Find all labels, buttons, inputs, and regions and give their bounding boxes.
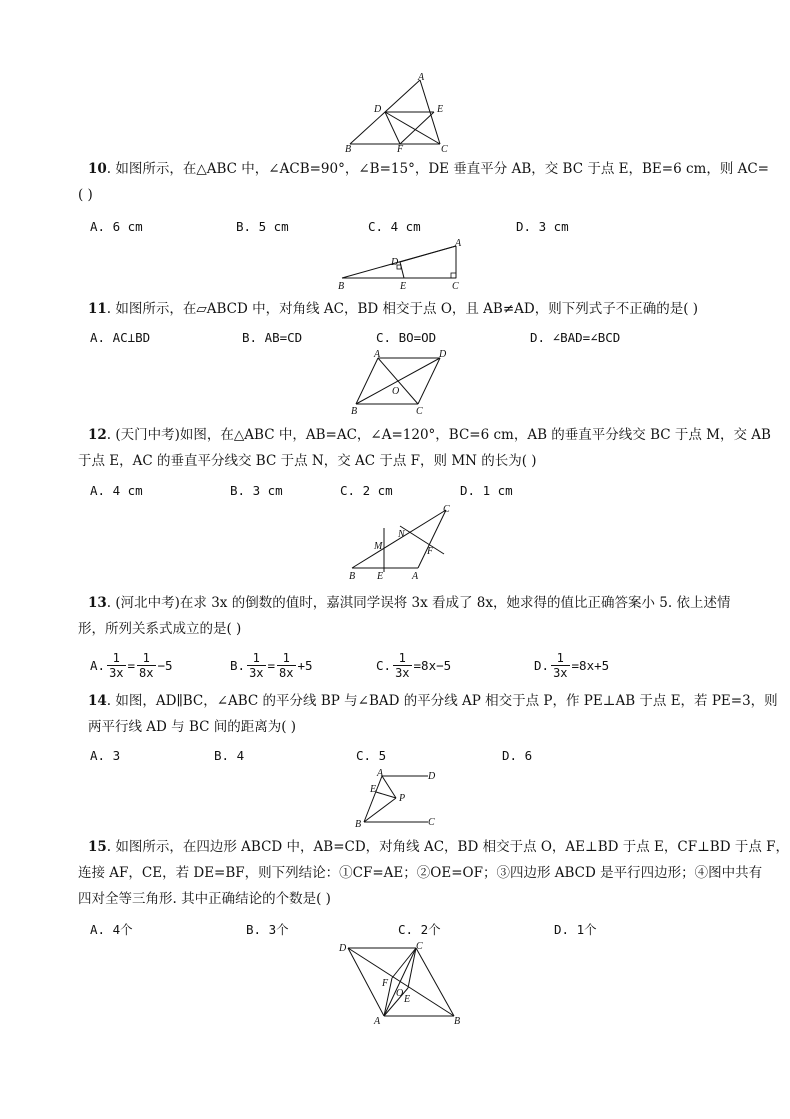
figure-q15-quadrilateral — [330, 940, 470, 1026]
option-a: A. 3 — [90, 748, 121, 763]
option-b: B. $\frac{1}{3x}$ = $\frac{1}{8x}$ +5 — [230, 651, 313, 680]
fig3-label-o: O — [392, 386, 400, 397]
option-d: D. ∠BAD=∠BCD — [530, 330, 621, 345]
question-number: 12 — [88, 427, 107, 443]
fig4-label-n: N — [398, 529, 405, 540]
fig4-label-a: A — [412, 571, 419, 582]
question-text: 两平行线 AD 与 BC 间的距离为( ) — [88, 719, 297, 735]
question-13-line2 — [78, 616, 241, 642]
question-13 — [88, 590, 730, 616]
question-10 — [88, 156, 769, 182]
option-b: B. AB=CD — [242, 330, 303, 345]
fig6-label-f: F — [382, 978, 389, 989]
option-c: C. 5 — [356, 748, 387, 763]
fig1-label-c: C — [441, 144, 448, 154]
option-b: B. 3个 — [246, 922, 289, 937]
question-number: 14 — [88, 693, 107, 709]
question-text: 连接 AF，CE，若 DE=BF，则下列结论：①CF=AE；②OE=OF；③四边形 ABCD 是平行四边形；④图中共有 — [78, 865, 763, 881]
fig3-label-d: D — [439, 349, 447, 360]
question-number: 10 — [88, 161, 107, 177]
question-text: 于点 E，AC 的垂直平分线交 BC 于点 N，交 AC 于点 F，则 MN 的长为( ) — [78, 453, 537, 469]
fraction: $\frac{1}{3x}$ — [553, 651, 568, 680]
option-d: D. 3 cm — [516, 219, 569, 234]
question-text: 形，所列关系式成立的是( ) — [78, 621, 242, 637]
option-letter: C. — [376, 658, 392, 673]
option-letter: B. — [230, 658, 246, 673]
question-12-line2 — [78, 448, 537, 474]
fig5-label-p: P — [399, 793, 406, 804]
fig4-label-b: B — [349, 571, 356, 582]
fig2-label-e: E — [400, 281, 407, 292]
option-c: C. $\frac{1}{3x}$ =8x−5 — [376, 651, 452, 680]
fig1-label-d: D — [374, 104, 382, 115]
question-11 — [88, 296, 698, 322]
fig5-label-a: A — [377, 768, 384, 779]
question-number: 13 — [88, 595, 107, 611]
question-text: . 如图所示，在四边形 ABCD 中，AB=CD，对角线 AC，BD 相交于点 O，AE⊥BD 于点 E，CF⊥BD 于点 F， — [106, 839, 790, 855]
fraction: $\frac{1}{8x}$ — [139, 651, 154, 680]
question-number: 15 — [88, 839, 107, 855]
question-text: 四对全等三角形. 其中正确结论的个数是( ) — [78, 891, 331, 907]
question-15-line3 — [78, 886, 331, 912]
option-a: A. 6 cm — [90, 219, 143, 234]
option-c: C. BO=OD — [376, 330, 437, 345]
fraction: $\frac{1}{3x}$ — [395, 651, 410, 680]
fig6-label-e: E — [404, 994, 411, 1005]
fig4-label-m: M — [374, 541, 383, 552]
fig1-label-e: E — [437, 104, 444, 115]
fig4-label-f: F — [427, 546, 434, 557]
fraction: $\frac{1}{8x}$ — [279, 651, 294, 680]
fig6-label-a: A — [374, 1016, 381, 1026]
option-c: C. 2 cm — [340, 483, 393, 498]
question-number: 11 — [88, 301, 107, 317]
fig4-label-c: C — [443, 504, 450, 515]
question-text: . 如图所示，在△ABC 中，∠ACB=90°，∠B=15°，DE 垂直平分 AB，交 BC 于点 E，BE=6 cm，则 AC= — [106, 161, 769, 177]
question-14 — [88, 688, 778, 714]
fig3-label-a: A — [374, 349, 381, 360]
figure-q12-triangle — [340, 500, 460, 584]
fig5-label-e: E — [370, 784, 377, 795]
option-a: A. 4 cm — [90, 483, 143, 498]
question-12 — [88, 422, 771, 448]
fig2-label-b: B — [338, 281, 345, 292]
option-a: A. 4个 — [90, 922, 133, 937]
option-d: D. 6 — [502, 748, 533, 763]
fig5-label-d: D — [428, 771, 436, 782]
question-text: . 如图，AD∥BC，∠ABC 的平分线 BP 与∠BAD 的平分线 AP 相交于点 P，作 PE⊥AB 于点 E，若 PE=3，则 — [106, 693, 778, 709]
fig6-label-c: C — [416, 941, 423, 952]
fraction: $\frac{1}{3x}$ — [109, 651, 124, 680]
option-letter: A. — [90, 658, 106, 673]
option-d: D. 1个 — [554, 922, 597, 937]
fig2-label-d: D — [391, 257, 399, 268]
fig1-label-f: F — [397, 144, 404, 154]
question-15-line2 — [78, 860, 762, 886]
option-c: C. 4 cm — [368, 219, 421, 234]
fig1-label-a: A — [418, 72, 425, 83]
option-c: C. 2个 — [398, 922, 441, 937]
fig6-label-o: O — [396, 988, 404, 999]
option-a: A. AC⊥BD — [90, 330, 151, 345]
answer-blank: ( ) — [78, 187, 93, 203]
question-14-line2 — [88, 714, 296, 740]
figure-q11-parallelogram — [348, 348, 458, 418]
question-15 — [88, 834, 789, 860]
question-text: . (河北中考)在求 3x 的倒数的值时，嘉淇同学误将 3x 看成了 8x，她求得的值比正确答案小 5. 依上述情 — [106, 595, 731, 611]
fig3-label-b: B — [351, 406, 358, 417]
fraction: $\frac{1}{3x}$ — [249, 651, 264, 680]
option-d: D. 1 cm — [460, 483, 513, 498]
option-d: D. $\frac{1}{3x}$ =8x+5 — [534, 651, 610, 680]
option-letter: D. — [534, 658, 550, 673]
option-a: A. $\frac{1}{3x}$ = $\frac{1}{8x}$ −5 — [90, 651, 173, 680]
fig1-label-b: B — [345, 144, 352, 154]
fig4-label-e: E — [377, 571, 384, 582]
fig6-label-b: B — [454, 1016, 461, 1026]
option-b: B. 5 cm — [236, 219, 289, 234]
fig3-label-c: C — [416, 406, 423, 417]
fig5-label-c: C — [428, 817, 435, 828]
question-10-line2 — [78, 182, 93, 208]
question-text: . (天门中考)如图，在△ABC 中，AB=AC，∠A=120°，BC=6 cm，AB 的垂直平分线交 BC 于点 M，交 AB — [106, 427, 771, 443]
figure-q10-right-triangle — [334, 238, 464, 294]
fig5-label-b: B — [355, 819, 362, 830]
question-text: . 如图所示，在▱ABCD 中，对角线 AC，BD 相交于点 O，且 AB≠AD，则下列式子不正确的是( ) — [106, 301, 699, 317]
fig2-label-a: A — [455, 238, 462, 249]
figure-q14-parallel-lines — [344, 766, 454, 832]
fig6-label-d: D — [339, 943, 347, 954]
fig2-label-c: C — [452, 281, 459, 292]
option-b: B. 3 cm — [230, 483, 283, 498]
figure-q9-triangle — [340, 72, 460, 154]
option-b: B. 4 — [214, 748, 245, 763]
